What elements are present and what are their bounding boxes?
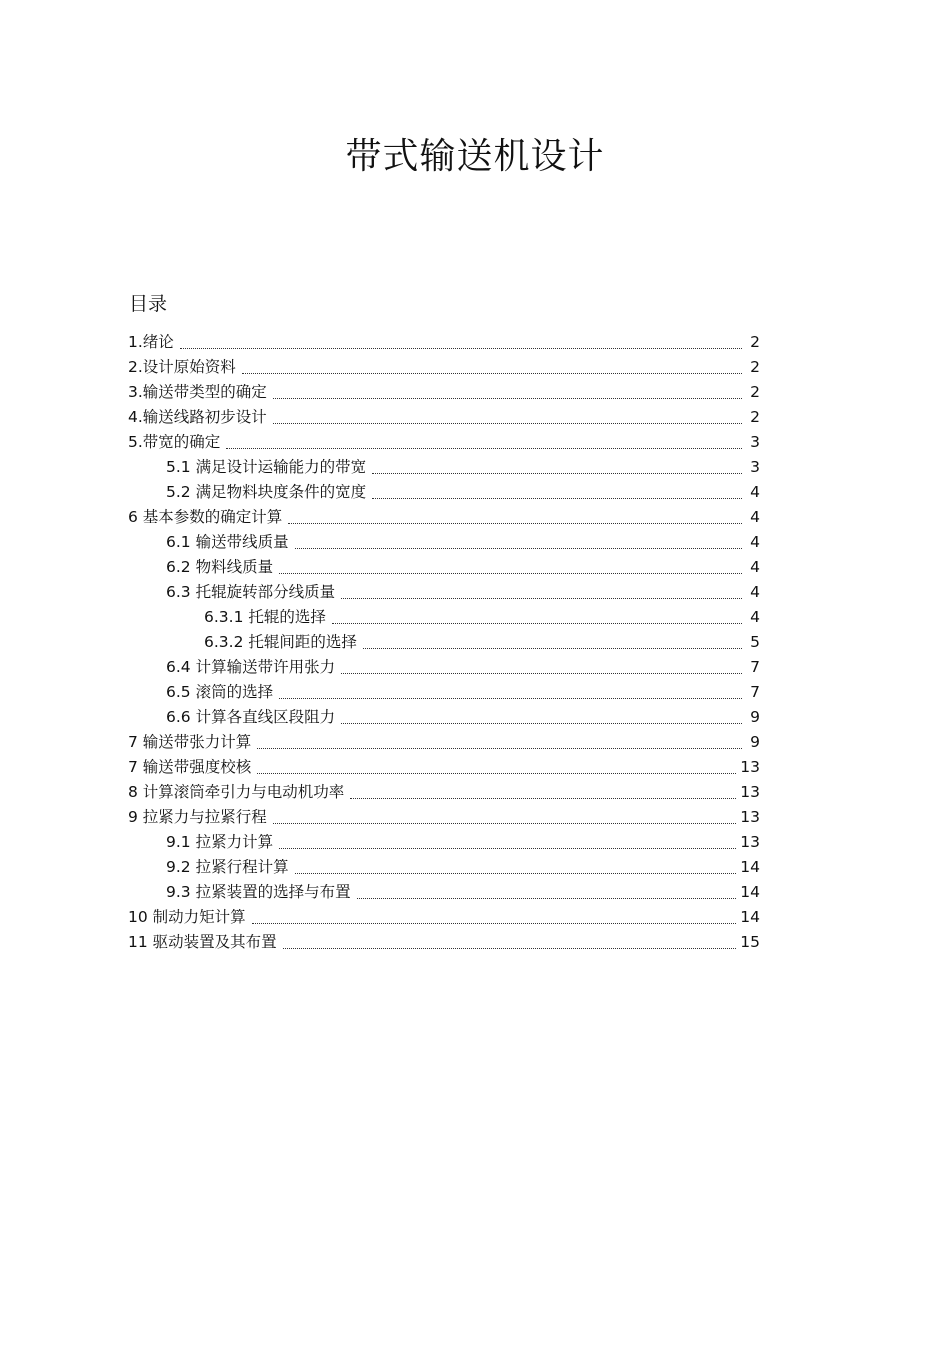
toc-dot-leader bbox=[372, 498, 742, 499]
toc-entry-label: 6 基本参数的确定计算 bbox=[128, 508, 283, 526]
toc-dot-leader bbox=[279, 848, 736, 849]
toc-entry[interactable] bbox=[0, 505, 950, 530]
toc-entry[interactable] bbox=[0, 855, 950, 880]
toc-dot-leader bbox=[283, 948, 737, 949]
toc-dot-leader bbox=[273, 823, 736, 824]
toc-entry-label: 9.3 拉紧装置的选择与布置 bbox=[166, 883, 351, 901]
toc-entry-label: 3.输送带类型的确定 bbox=[128, 383, 267, 401]
toc-entry-page: 9 bbox=[750, 708, 760, 726]
toc-entry[interactable] bbox=[0, 680, 950, 705]
toc-entry[interactable] bbox=[0, 430, 950, 455]
toc-entry-page: 5 bbox=[750, 633, 760, 651]
table-of-contents bbox=[0, 330, 950, 955]
toc-entry[interactable] bbox=[0, 805, 950, 830]
toc-entry-label: 11 驱动装置及其布置 bbox=[128, 933, 277, 951]
toc-dot-leader bbox=[350, 798, 736, 799]
toc-entry-page: 13 bbox=[740, 833, 760, 851]
toc-entry[interactable] bbox=[0, 555, 950, 580]
toc-entry-page: 13 bbox=[740, 758, 760, 776]
toc-entry-label: 5.2 满足物料块度条件的宽度 bbox=[166, 483, 367, 501]
toc-entry-page: 7 bbox=[750, 683, 760, 701]
toc-heading: 目录 bbox=[129, 293, 168, 315]
toc-entry[interactable] bbox=[0, 930, 950, 955]
toc-dot-leader bbox=[295, 873, 737, 874]
toc-dot-leader bbox=[252, 923, 737, 924]
toc-dot-leader bbox=[273, 398, 742, 399]
toc-entry-page: 13 bbox=[740, 783, 760, 801]
toc-entry-label: 7 输送带张力计算 bbox=[128, 733, 252, 751]
toc-entry-page: 2 bbox=[750, 383, 760, 401]
toc-entry[interactable] bbox=[0, 705, 950, 730]
toc-entry-label: 10 制动力矩计算 bbox=[128, 908, 246, 926]
toc-entry-page: 2 bbox=[750, 408, 760, 426]
toc-entry[interactable] bbox=[0, 905, 950, 930]
toc-entry[interactable] bbox=[0, 880, 950, 905]
toc-dot-leader bbox=[279, 573, 742, 574]
toc-dot-leader bbox=[242, 373, 742, 374]
toc-entry[interactable] bbox=[0, 355, 950, 380]
toc-entry[interactable] bbox=[0, 380, 950, 405]
toc-entry-page: 15 bbox=[740, 933, 760, 951]
toc-dot-leader bbox=[288, 523, 742, 524]
toc-entry-page: 2 bbox=[750, 358, 760, 376]
toc-entry-label: 6.1 输送带线质量 bbox=[166, 533, 289, 551]
toc-entry[interactable] bbox=[0, 580, 950, 605]
toc-entry-page: 7 bbox=[750, 658, 760, 676]
toc-dot-leader bbox=[341, 598, 742, 599]
toc-entry[interactable] bbox=[0, 755, 950, 780]
toc-entry[interactable] bbox=[0, 830, 950, 855]
toc-entry[interactable] bbox=[0, 455, 950, 480]
toc-entry-page: 4 bbox=[750, 558, 760, 576]
toc-entry[interactable] bbox=[0, 530, 950, 555]
toc-entry-page: 14 bbox=[740, 908, 760, 926]
toc-dot-leader bbox=[279, 698, 742, 699]
toc-dot-leader bbox=[226, 448, 742, 449]
toc-dot-leader bbox=[341, 723, 742, 724]
toc-entry-label: 6.6 计算各直线区段阻力 bbox=[166, 708, 336, 726]
toc-dot-leader bbox=[273, 423, 742, 424]
toc-entry-page: 3 bbox=[750, 458, 760, 476]
toc-entry[interactable] bbox=[0, 630, 950, 655]
toc-entry-label: 7 输送带强度校核 bbox=[128, 758, 252, 776]
toc-entry-label: 6.2 物料线质量 bbox=[166, 558, 274, 576]
toc-dot-leader bbox=[332, 623, 742, 624]
toc-entry-label: 9.1 拉紧力计算 bbox=[166, 833, 274, 851]
toc-entry-label: 2.设计原始资料 bbox=[128, 358, 236, 376]
toc-entry-label: 1.绪论 bbox=[128, 333, 174, 351]
toc-dot-leader bbox=[341, 673, 742, 674]
toc-entry-label: 6.3.1 托辊的选择 bbox=[204, 608, 326, 626]
toc-entry-page: 4 bbox=[750, 483, 760, 501]
toc-entry-label: 9 拉紧力与拉紧行程 bbox=[128, 808, 267, 826]
toc-entry-page: 4 bbox=[750, 508, 760, 526]
toc-entry-label: 6.5 滚筒的选择 bbox=[166, 683, 274, 701]
toc-dot-leader bbox=[357, 898, 737, 899]
toc-dot-leader bbox=[295, 548, 742, 549]
toc-dot-leader bbox=[180, 348, 742, 349]
toc-entry[interactable] bbox=[0, 330, 950, 355]
toc-entry-label: 8 计算滚筒牵引力与电动机功率 bbox=[128, 783, 345, 801]
toc-dot-leader bbox=[372, 473, 742, 474]
toc-entry[interactable] bbox=[0, 605, 950, 630]
toc-entry-page: 14 bbox=[740, 883, 760, 901]
toc-entry-page: 2 bbox=[750, 333, 760, 351]
toc-entry-page: 9 bbox=[750, 733, 760, 751]
toc-dot-leader bbox=[363, 648, 742, 649]
toc-entry[interactable] bbox=[0, 405, 950, 430]
toc-entry-label: 6.3 托辊旋转部分线质量 bbox=[166, 583, 336, 601]
toc-entry-page: 4 bbox=[750, 583, 760, 601]
toc-entry-page: 4 bbox=[750, 533, 760, 551]
toc-entry-page: 13 bbox=[740, 808, 760, 826]
toc-entry[interactable] bbox=[0, 730, 950, 755]
toc-entry[interactable] bbox=[0, 780, 950, 805]
document-title: 带式输送机设计 bbox=[345, 136, 605, 177]
toc-entry-page: 3 bbox=[750, 433, 760, 451]
toc-entry[interactable] bbox=[0, 480, 950, 505]
toc-dot-leader bbox=[257, 773, 736, 774]
toc-entry-label: 6.4 计算输送带许用张力 bbox=[166, 658, 336, 676]
toc-entry[interactable] bbox=[0, 655, 950, 680]
toc-entry-label: 4.输送线路初步设计 bbox=[128, 408, 267, 426]
toc-entry-page: 4 bbox=[750, 608, 760, 626]
toc-entry-label: 5.带宽的确定 bbox=[128, 433, 221, 451]
toc-dot-leader bbox=[257, 748, 742, 749]
toc-entry-page: 14 bbox=[740, 858, 760, 876]
toc-entry-label: 5.1 满足设计运输能力的带宽 bbox=[166, 458, 367, 476]
toc-entry-label: 6.3.2 托辊间距的选择 bbox=[204, 633, 357, 651]
toc-entry-label: 9.2 拉紧行程计算 bbox=[166, 858, 289, 876]
